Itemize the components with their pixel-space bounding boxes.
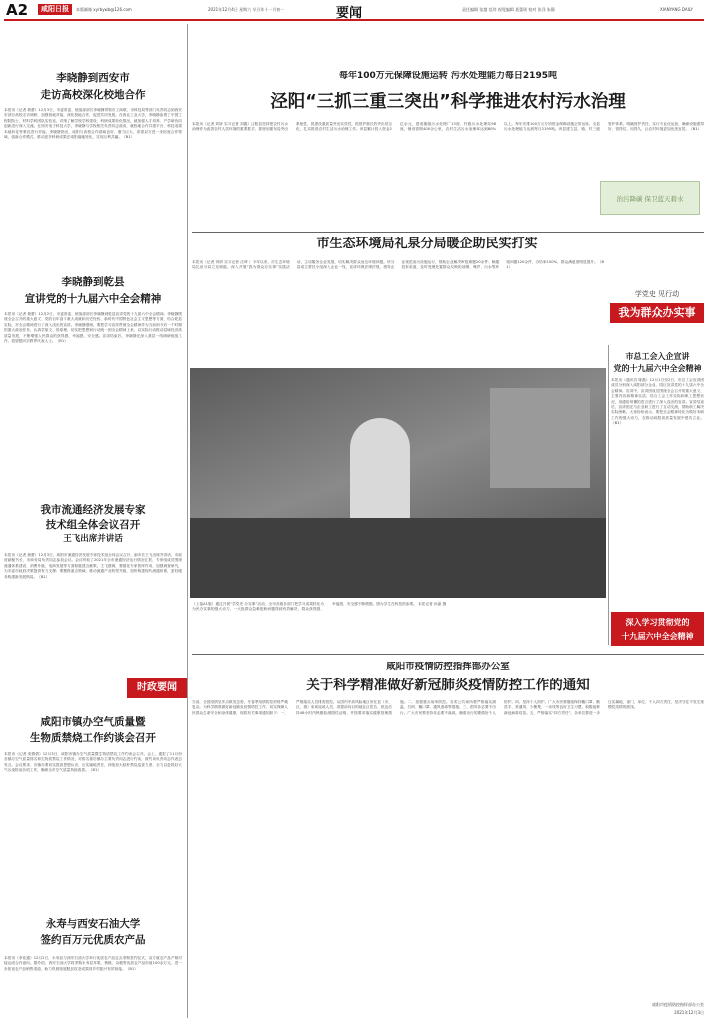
a3-title-line2: 技术组全体会议召开 (45, 519, 141, 532)
main-headline: 泾阳“三抓三重三突出”科学推进农村污水治理 (270, 92, 626, 112)
rb-title (611, 352, 704, 373)
bottom-signature: 咸阳市疫情防控指挥部办公室 (652, 1002, 704, 1007)
a1-title-line2: 走访高校深化校地合作 (40, 89, 146, 102)
header-rule (4, 19, 704, 21)
main-body: 本报讯（记者 刘妍 实习记者 刘鑫）泾阳县坚持把农村污水治理作为改善农村人居环境的重要抓手，抓规划重布局突出系统性，抓建设重质量突出实效性，抓管护重长效突出常态化，扎实推进农村生活污水治理工作。该县累计投入资金2亿余元，建成镇级污水处理厂13座、村级污水处理站98座，铺设管网400余公里，农村生活污水治理率达到80%以上。每年安排100万元专项资金保障设施正常运转，全县污水处理能力达到每日2195吨。该县建立县、镇、村三级管护体系，明确管护责任，实行专业化运营，确保设施建得好、管得住、用得久，让农村环境更加优美宜居。（B1） (192, 122, 704, 132)
a4-title-line2: 生物质禁烧工作约谈会召开 (30, 732, 156, 745)
column-tag-box (127, 678, 187, 698)
header-editors: 责任编辑 张越 范玮 视觉编辑 聂蕾瑶 校对 张洋 朱静 (462, 7, 555, 12)
a2-title (4, 276, 182, 305)
bottom-body: 当前，全国疫情呈多点散发态势，冬春季疫情防控形势严峻复杂。为科学精准做好新冠肺炎疫情防控工作，切实保障人民群众生命安全和身体健康，现将有关事项通知如下：一、严格落实人员排查管控。从国内中高风险地区所在县（市、区、旗）来咸返咸人员，须提前向目的地社区报告，抵达后持48小时内核酸检测阴性证明，并按要求落实健康管理措施。二、加强重点场所防控。各类公共场所要严格落实测温、扫码、戴口罩、通风消毒等措施。三、倡导非必要不出行。广大市民要坚持非必要不离咸，确需出行的要做好个人防护。四、坚持个人防护。广大市民要继续保持戴口罩、勤洗手、常通风、少聚集、一米线等良好卫生习惯，积极接种新冠病毒疫苗。五、严格落实“四方责任”。各单位要进一步压实属地、部门、单位、个人四方责任，坚决守住不发生规模性疫情的底线。 (192, 700, 704, 715)
bottom-kicker: 咸阳市疫情防控指挥部办公室 (386, 662, 510, 672)
column-tag: 时政要闻 (137, 682, 177, 693)
mid-headline: 市生态环境局礼泉分局暖企助民实打实 (316, 237, 538, 251)
section-title: 要闻 (336, 6, 363, 19)
header-date: 2021年12月4日 星期六 辛丑年十一月初一 (208, 7, 285, 12)
header-paper-name: XIANYANG DAILY (660, 7, 693, 12)
masthead (0, 0, 708, 19)
photo-caption: （上接A1版）通过开展“学党史 办实事”活动，全市各级各部门把学习成果转化为为民办实事的强大动力，一大批群众急难愁盼问题得到有效解决，群众获得感、幸福感、安全感不断增强。图为学生在科技馆参观。 本报记者 孙嘉 摄 (192, 602, 447, 612)
main-kicker: 每年100万元保障设施运转 污水处理能力每日2195吨 (339, 71, 557, 81)
rb-title-line1: 市总工会入企宣讲 (625, 352, 690, 361)
mid-body: 本报讯（记者 刘妍 实习记者 汪琦 ）今年以来，市生态环境局礼泉分局立足职能，深入开展“我为群众办实事”实践活动，主动服务企业发展，切实解决群众身边环境问题。该分局成立帮扶小组深入企业一线，宣讲环保法律法规，指导企业规范治污设施运行，帮助企业解决审批难题20余件；畅通投诉渠道，及时受理处置群众反映的油烟、噪声、污水等环境问题120余件，办结率100%，群众满意度明显提升。（B1） (192, 260, 604, 270)
column-divider (187, 24, 188, 1018)
right-divider (608, 345, 609, 645)
side-tag2: 我为群众办实事 (610, 303, 704, 323)
a5-title-line2: 签约百万元优质农产品 (40, 934, 146, 947)
a2-title-line2: 宣讲党的十九届六中全会精神 (24, 293, 162, 306)
photo-wall-text (490, 388, 590, 488)
a3-body: 本报讯（记者 聂蕾）12月3日，咸阳市流通经济发展专家技术组全体会议召开，副市长王飞出席并讲话，市政府副秘书长、市商务局负责同志参加会议。会议听取了2021年全市流通经济运行情况汇报，专家组成员围绕流通体系建设、消费升级、电商发展等方面积极建言献策。王飞强调，要强化专家智库作用，加强调查研究，为市委市政府决策提供有力支撑；要聚焦重点领域，推动流通产业转型升级，加快构建现代流通体系，更好服务构建新发展格局。（B1） (4, 553, 182, 579)
a5-body: 本报讯（李佳通）12月2日，永寿县与西安石油大学举行优质农产品定点采购签约仪式，双方就农产品产销对接达成合作意向。据介绍，西安石油大学将采购永寿县苹果、核桃、杂粮等优质农产品价值100余万元，进一步拓宽农产品销售渠道，助力巩固拓展脱贫攻坚成果同乡村振兴有效衔接。（B1） (4, 956, 182, 971)
main-rule (192, 232, 704, 233)
a5-title-line1: 永寿与西安石油大学 (45, 918, 141, 930)
a4-body: 本报讯（记者 梁倩倩）12月3日，咸阳市镇办空气质量暨生物质禁烧工作约谈会召开。会上，通报了11月份各镇办空气质量排名和生物质禁烧工作情况，对排名靠后镇办主要负责同志进行约谈，被约谈负责同志作表态发言。会议要求，各镇办要切实提高思想认识，压实属地责任，持续加大秸秆禁烧巡查力度，全力以赴抓好大气污染防治各项工作，确保全市空气质量持续改善。（B1） (4, 752, 182, 773)
a1-body: 本报讯（记者 聂蕾）12月3日，市委常委、统战部部长李晓静带领市工商联、市科技局等部门负责同志到西安市部分高校走访调研，加强校地对接，深化校地合作，促进共同发展。在西北工业大学，李晓静参观了中国工程院院士、材料学科团队实验室，详细了解学校学科建设、科研成果转化情况，就加强人才培养、产学研协同创新进行深入交流。在西安电子科技大学，李晓静与学校相关负责同志座谈，就校地合作共建平台、科技成果本地转化等事宜进行对接。李晓静指出，咸阳与高校合作基础良好、潜力巨大，希望双方进一步拓宽合作领域，创新合作模式，推动更多科研成果在咸阳落地转化，实现互利共赢。（B1） (4, 108, 182, 140)
a2-body: 本报讯（记者 聂蕾）12月2日，市委常委、统战部部长李晓静到乾县宣讲党的十九届六中全会精神。李晓静围绕全会召开的重大意义、党的百年奋斗重大成就和历史经验、新时代中国特色社会主义思想等方面，结合乾县实际，对全会精神进行了深入浅出的宣讲。李晓静强调，要把学习宣传贯彻全会精神作为当前和今后一个时期的重大政治任务，认真学原文、悟原理，切实把思想和行动统一到全会精神上来，以实际行动推动县域经济高质量发展，不断增强人民群众的获得感、幸福感、安全感。宣讲结束后，李晓静还深入基层一线调研统战工作，看望慰问宗教界代表人士。（B1） (4, 312, 182, 344)
main-boxed-tag (600, 181, 700, 215)
page-number: A2 (6, 1, 29, 19)
a5-title (4, 918, 182, 946)
bottom-headline: 关于科学精准做好新冠肺炎疫情防控工作的通知 (306, 678, 590, 693)
a1-title (4, 72, 182, 101)
a4-title-line1: 咸阳市镇办空气质量暨 (40, 716, 146, 728)
newspaper-logo: 咸阳日报 (38, 4, 72, 15)
photo-crowd (190, 518, 606, 598)
a4-title (4, 716, 182, 744)
a3-title (4, 504, 182, 545)
a3-title-line1: 我市流通经济发展专家 (40, 504, 146, 516)
rb-box (611, 612, 704, 646)
header-email: 本版邮箱 xyrbywb@126.com (76, 7, 132, 12)
bottom-rule (192, 654, 704, 655)
rb-body: 本报讯（通讯员 陈磊）12月1日至2日，市总工会宣讲团成员分别深入咸阳部分企业、园区宣讲党的十九届六中全会精神。宣讲中，宣讲团成员围绕全会召开的重大意义、主要内容和精神实质，结合工会工作实际和职工思想状况，用通俗易懂的语言进行了深入浅出的宣讲。宣讲结束后，宣讲团还与企业职工进行了互动交流，帮助职工解决实际困难。大家纷纷表示，要把全会精神转化为做好本职工作的强大动力，在推动咸阳高质量发展中建功立业。（B1） (611, 378, 704, 426)
a3-subtitle: 王飞出席并讲话 (63, 534, 123, 545)
rb-title-line2: 党的十九届六中全会精神 (613, 364, 702, 374)
side-tag-block (610, 288, 704, 338)
a2-title-line1: 李晓静到乾县 (61, 276, 125, 288)
rb-box-line1: 深入学习贯彻党的 (625, 618, 690, 627)
main-boxed-tag-text: 治污降碳 保卫蓝天碧水 (616, 195, 684, 203)
exhibition-photo (190, 368, 606, 598)
bottom-sign-date: 2021年12月3日 (674, 1010, 704, 1015)
rb-box-line2: 十九届六中全会精神 (621, 632, 694, 641)
side-tag: 学党史 见行动 (634, 290, 680, 298)
a1-title-line1: 李晓静到西安市 (56, 72, 130, 84)
